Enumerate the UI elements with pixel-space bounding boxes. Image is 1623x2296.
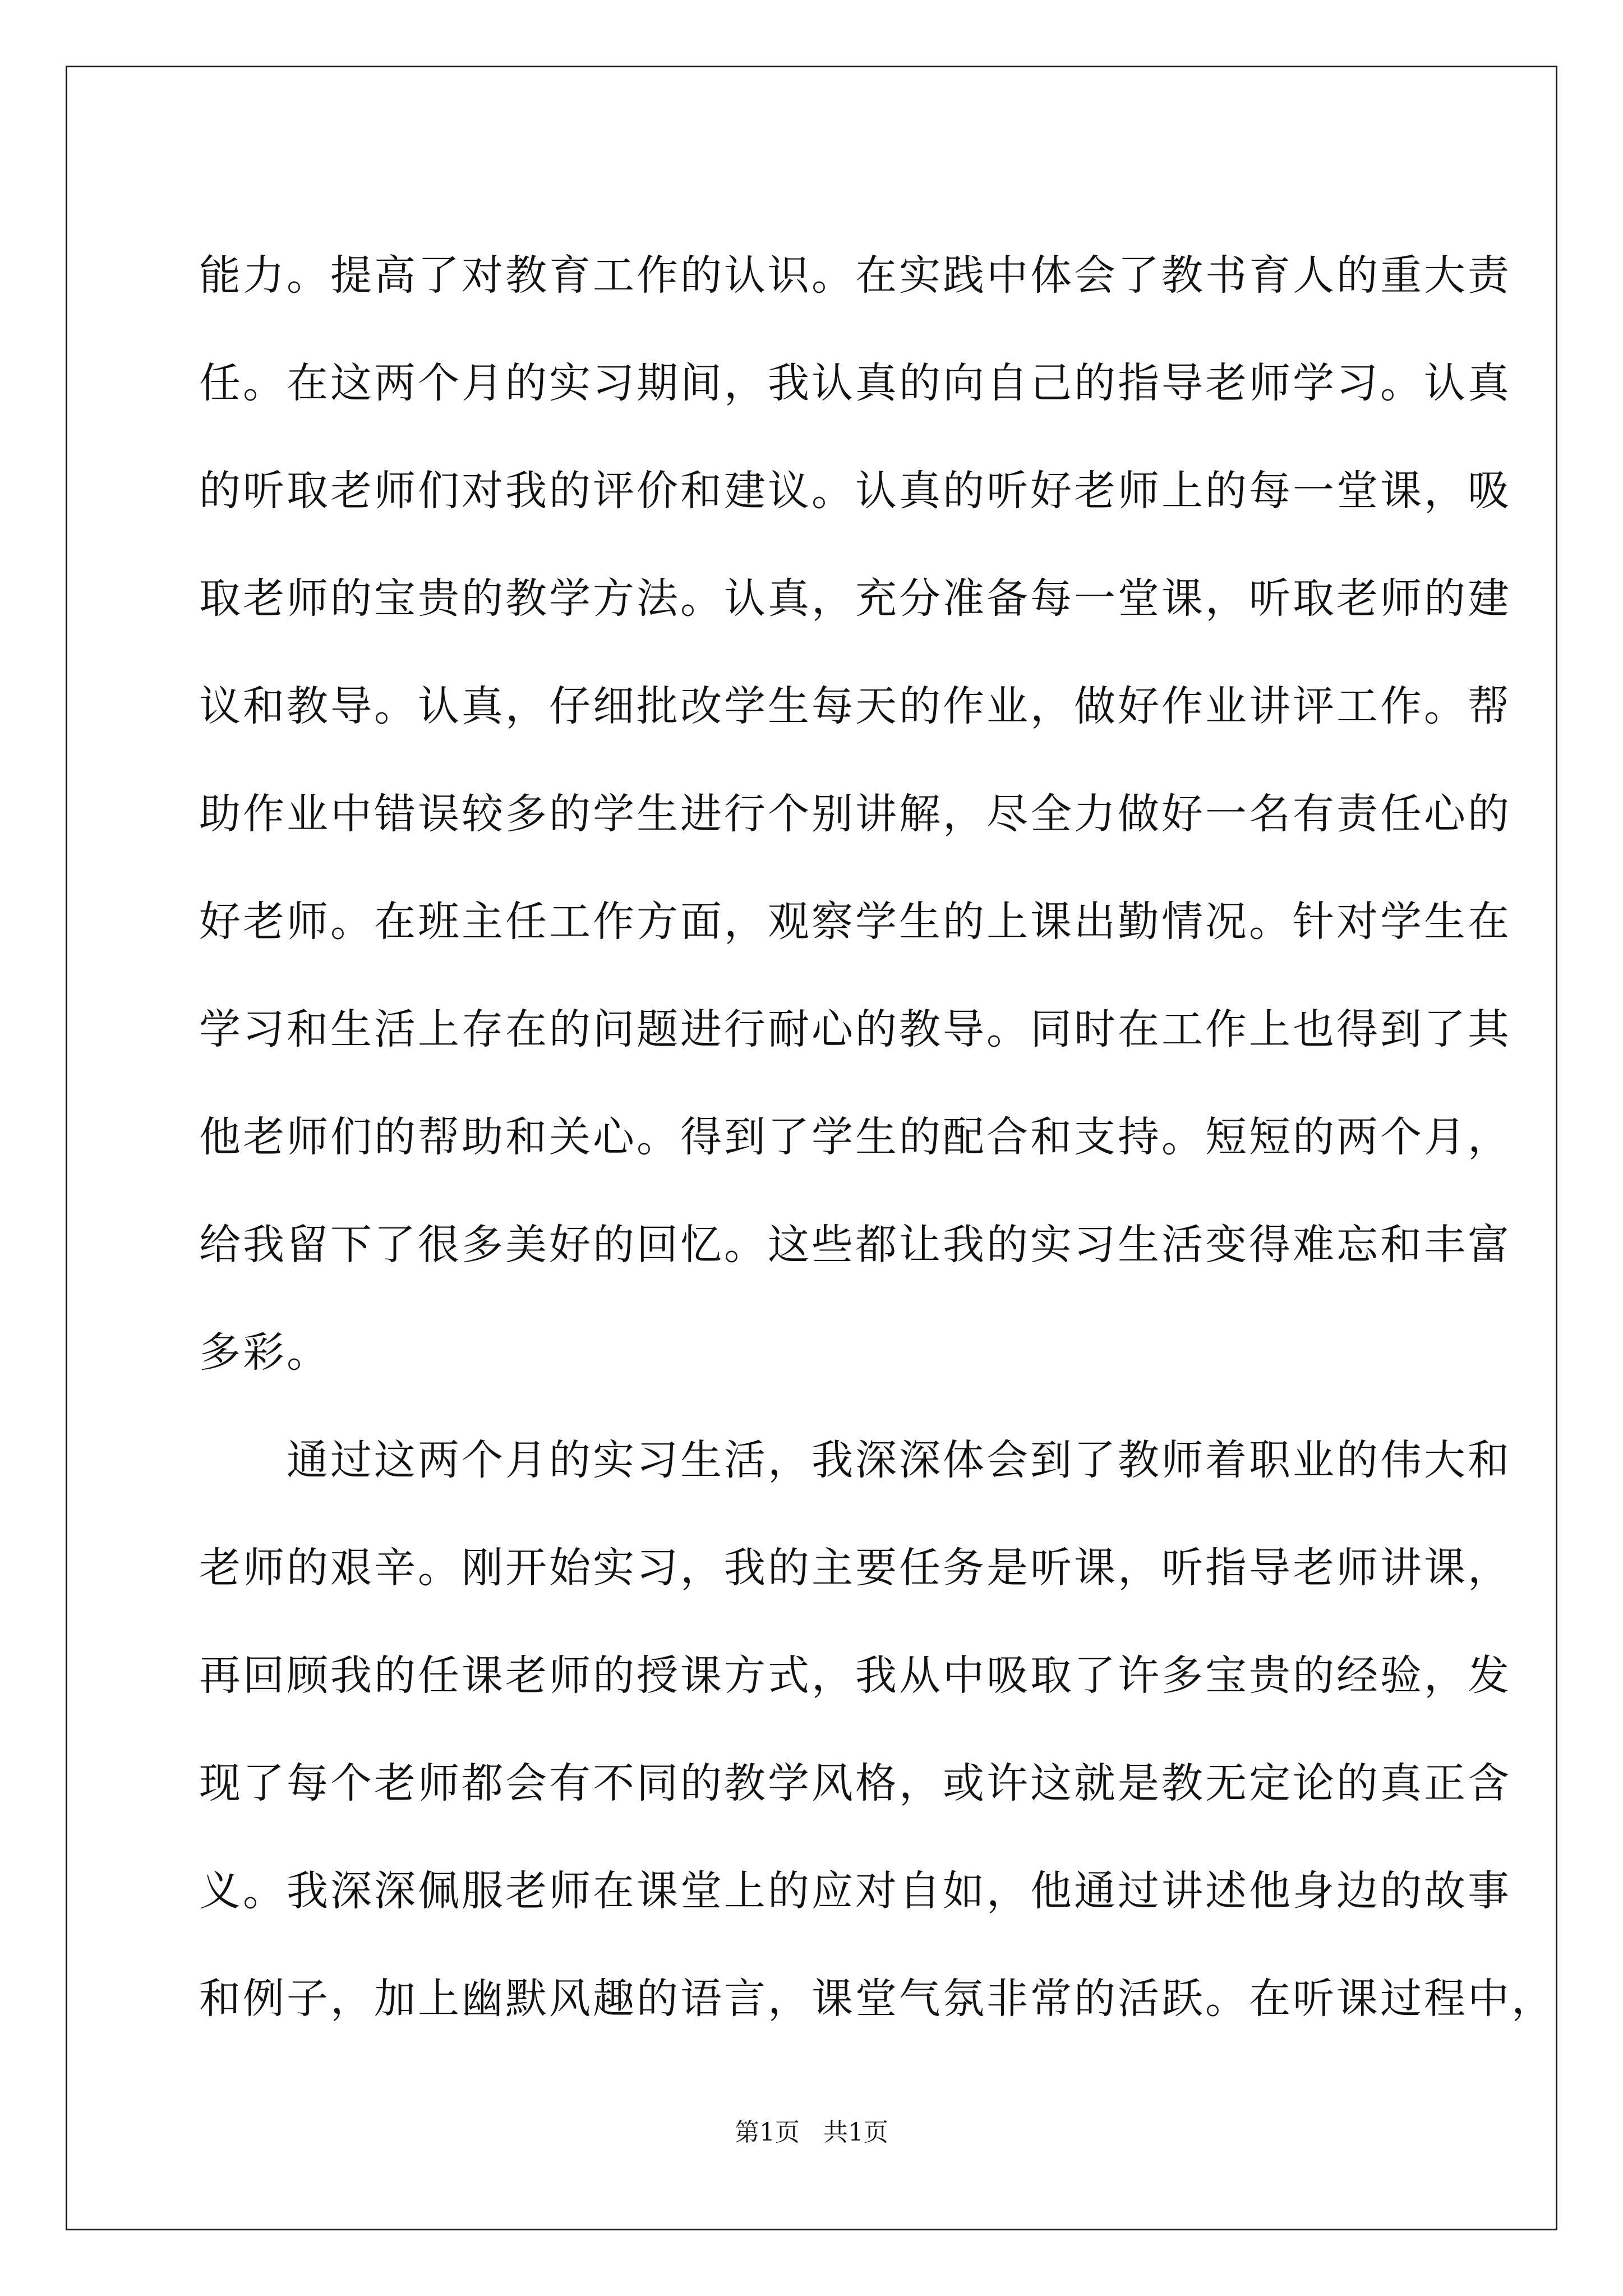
text-line-12: 通过这两个月的实习生活，我深深体会到了教师着职业的伟大和: [199, 1436, 1511, 1484]
text-line-9: 他老师们的帮助和关心。得到了学生的配合和支持。短短的两个月，: [199, 1113, 1511, 1161]
text-line-2: 任。在这两个月的实习期间，我认真的向自己的指导老师学习。认真: [199, 359, 1511, 407]
text-line-6: 助作业中错误较多的学生进行个别讲解，尽全力做好一名有责任心的: [199, 790, 1511, 838]
page-footer: [0, 2116, 1623, 2150]
text-line-4: 取老师的宝贵的教学方法。认真，充分准备每一堂课，听取老师的建: [199, 574, 1511, 623]
page-number: 第1页: [735, 2118, 800, 2147]
text-line-15: 现了每个老师都会有不同的教学风格，或许这就是教无定论的真正含: [199, 1759, 1511, 1807]
text-line-14: 再回顾我的任课老师的授课方式，我从中吸取了许多宝贵的经验，发: [199, 1651, 1511, 1700]
text-line-7: 好老师。在班主任工作方面，观察学生的上课出勤情况。针对学生在: [199, 898, 1511, 946]
text-line-17: 和例子，加上幽默风趣的语言，课堂气氛非常的活跃。在听课过程中，: [199, 1975, 1555, 2023]
text-line-11: 多彩。: [199, 1328, 330, 1377]
text-line-1: 能力。提高了对教育工作的认识。在实践中体会了教书育人的重大责: [199, 251, 1511, 300]
page-count: 共1页: [823, 2118, 888, 2147]
text-line-8: 学习和生活上存在的问题进行耐心的教导。同时在工作上也得到了其: [199, 1005, 1511, 1053]
text-line-16: 义。我深深佩服老师在课堂上的应对自如，他通过讲述他身边的故事: [199, 1867, 1511, 1915]
text-line-10: 给我留下了很多美好的回忆。这些都让我的实习生活变得难忘和丰富: [199, 1221, 1511, 1269]
document-body: [199, 222, 1555, 2053]
text-line-5: 议和教导。认真，仔细批改学生每天的作业，做好作业讲评工作。帮: [199, 682, 1511, 730]
text-line-3: 的听取老师们对我的评价和建议。认真的听好老师上的每一堂课，吸: [199, 467, 1511, 515]
text-line-13: 老师的艰辛。刚开始实习，我的主要任务是听课，听指导老师讲课，: [199, 1544, 1511, 1592]
